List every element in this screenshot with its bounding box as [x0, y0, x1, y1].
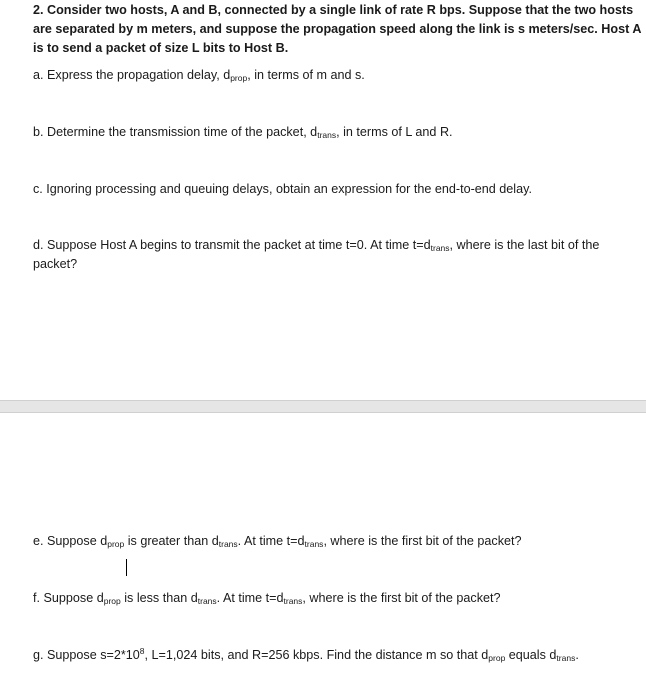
question-b-post: , in terms of L and R.: [336, 125, 453, 139]
question-b-pre: b. Determine the transmission time of the packet, d: [33, 125, 318, 139]
problem-line-2-text: are separated by m meters, and suppose the propagation speed along the link is s meters/sec. Host A: [33, 22, 642, 36]
question-f-sub-trans: trans: [197, 596, 217, 606]
question-g-mid1: , L=1,024 bits, and R=256 kbps. Find the distance m so that d: [144, 648, 489, 662]
problem-line-1-text: 2. Consider two hosts, A and B, connected by a single link of rate R bps. Suppose that the two hosts: [33, 3, 634, 17]
question-f[interactable]: [33, 589, 633, 608]
question-a[interactable]: [33, 66, 633, 85]
question-a-post: , in terms of m and s.: [247, 68, 365, 82]
question-c-text: c. Ignoring processing and queuing delays, obtain an expression for the end-to-end delay.: [33, 182, 532, 196]
question-a-sub-prop: prop: [230, 73, 248, 83]
question-d-line-2[interactable]: [33, 255, 633, 274]
question-d-line-2-text: packet?: [33, 257, 78, 271]
question-e[interactable]: [33, 532, 633, 551]
question-d-sub-trans: trans: [430, 243, 450, 253]
question-c[interactable]: [33, 180, 633, 199]
question-e-mid1: is greater than d: [124, 534, 219, 548]
question-e-post: , where is the first bit of the packet?: [323, 534, 522, 548]
question-b-sub-trans: trans: [317, 130, 337, 140]
question-e-mid2: . At time t=d: [237, 534, 305, 548]
question-d[interactable]: [33, 236, 633, 255]
question-g-sub-trans: trans: [556, 653, 576, 663]
problem-line-3-text: is to send a packet of size L bits to Host B.: [33, 41, 289, 55]
question-d-pre: d. Suppose Host A begins to transmit the packet at time t=0. At time t=d: [33, 238, 431, 252]
question-e-sub-trans-2: trans: [304, 539, 324, 549]
text-cursor: [126, 559, 127, 576]
question-e-sub-prop: prop: [107, 539, 125, 549]
question-g-sup-exponent: 8: [139, 646, 145, 656]
problem-line-1[interactable]: [33, 1, 633, 20]
question-e-sub-trans: trans: [218, 539, 238, 549]
question-g[interactable]: [33, 646, 633, 665]
question-f-mid2: . At time t=d: [216, 591, 284, 605]
question-a-pre: a. Express the propagation delay, d: [33, 68, 231, 82]
question-f-sub-prop: prop: [103, 596, 121, 606]
question-g-pre: g. Suppose s=2*10: [33, 648, 140, 662]
question-f-mid1: is less than d: [120, 591, 198, 605]
page-separator: [0, 400, 646, 413]
question-g-sub-prop: prop: [488, 653, 506, 663]
problem-line-3[interactable]: [33, 39, 633, 58]
question-g-post: .: [575, 648, 579, 662]
question-b[interactable]: [33, 123, 633, 142]
question-f-post: , where is the first bit of the packet?: [302, 591, 501, 605]
question-d-post: , where is the last bit of the: [449, 238, 600, 252]
question-g-mid2: equals d: [505, 648, 557, 662]
question-f-sub-trans-2: trans: [283, 596, 303, 606]
question-f-pre: f. Suppose d: [33, 591, 104, 605]
question-e-pre: e. Suppose d: [33, 534, 108, 548]
problem-line-2[interactable]: [33, 20, 642, 39]
